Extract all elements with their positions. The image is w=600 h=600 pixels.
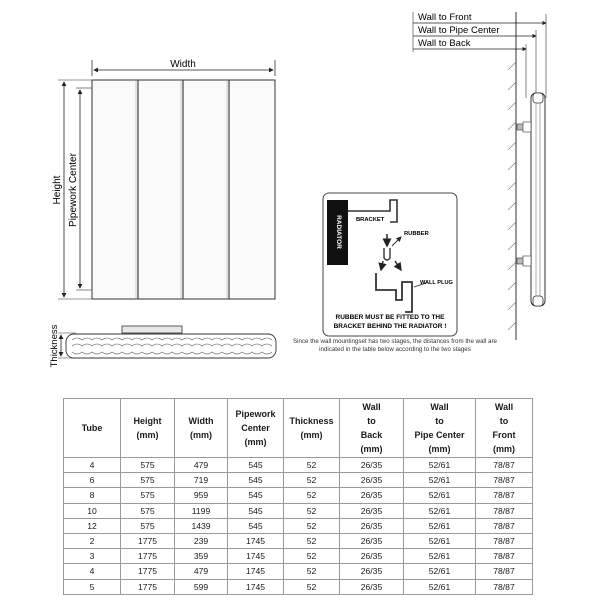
table-row [64, 518, 533, 533]
header-wall-to-front: Wall to Front (mm) [476, 399, 533, 458]
table-cell: 78/87 [476, 549, 533, 564]
warning-line-1: RUBBER MUST BE FITTED TO THE [335, 314, 445, 321]
wall-to-front-label: Wall to Front [418, 12, 472, 23]
table-cell: 52 [284, 533, 340, 548]
pipework-center-label: Pipework Center [68, 153, 79, 227]
table-cell: 52/61 [404, 473, 476, 488]
table-cell: 52 [284, 458, 340, 473]
table-cell: 78/87 [476, 503, 533, 518]
table-cell: 1199 [175, 503, 228, 518]
table-cell: 545 [228, 458, 284, 473]
table-cell: 52 [284, 503, 340, 518]
table-cell: 26/35 [340, 564, 404, 579]
table-cell: 3 [64, 549, 121, 564]
table-cell: 1439 [175, 518, 228, 533]
table-cell: 26/35 [340, 549, 404, 564]
header-wall-to-back: Wall to Back (mm) [340, 399, 404, 458]
table-cell: 1775 [121, 564, 175, 579]
table-cell: 599 [175, 579, 228, 594]
table-cell: 52/61 [404, 518, 476, 533]
header-width: Width (mm) [175, 399, 228, 458]
table-cell: 479 [175, 458, 228, 473]
wall-to-pipe-center-label: Wall to Pipe Center [418, 25, 500, 36]
wall-plug-label: WALL PLUG [420, 280, 453, 286]
table-cell: 52/61 [404, 579, 476, 594]
table-cell: 1745 [228, 579, 284, 594]
table-cell: 52/61 [404, 503, 476, 518]
table-cell: 545 [228, 488, 284, 503]
header-height: Height (mm) [121, 399, 175, 458]
table-cell: 239 [175, 533, 228, 548]
spec-table [63, 398, 533, 595]
table-cell: 78/87 [476, 564, 533, 579]
thickness-label: Thickness [49, 324, 60, 368]
table-header-row [64, 399, 533, 458]
table-row [64, 579, 533, 594]
table-cell: 959 [175, 488, 228, 503]
table-cell: 5 [64, 579, 121, 594]
table-cell: 52 [284, 488, 340, 503]
table-cell: 545 [228, 518, 284, 533]
table-row [64, 549, 533, 564]
table-cell: 6 [64, 473, 121, 488]
height-label: Height [52, 175, 63, 205]
table-cell: 52/61 [404, 533, 476, 548]
table-cell: 10 [64, 503, 121, 518]
table-cell: 4 [64, 458, 121, 473]
table-cell: 26/35 [340, 473, 404, 488]
table-cell: 26/35 [340, 488, 404, 503]
table-cell: 4 [64, 564, 121, 579]
table-cell: 575 [121, 503, 175, 518]
table-cell: 26/35 [340, 579, 404, 594]
table-cell: 78/87 [476, 473, 533, 488]
header-tube: Tube [64, 399, 121, 458]
table-cell: 359 [175, 549, 228, 564]
table-cell: 1745 [228, 564, 284, 579]
top-view [49, 324, 276, 367]
table-cell: 26/35 [340, 518, 404, 533]
table-cell: 52/61 [404, 488, 476, 503]
header-thickness: Thickness (mm) [284, 399, 340, 458]
table-cell: 575 [121, 458, 175, 473]
table-cell: 1745 [228, 533, 284, 548]
table-cell: 26/35 [340, 503, 404, 518]
radiator-side-label: RADIATOR [335, 215, 342, 249]
table-cell: 78/87 [476, 518, 533, 533]
table-row [64, 488, 533, 503]
table-cell: 52 [284, 579, 340, 594]
table-cell: 1775 [121, 533, 175, 548]
table-cell: 1745 [228, 549, 284, 564]
table-cell: 1775 [121, 549, 175, 564]
bracket-detail [323, 193, 457, 336]
wall-mounting-note: Since the wall mountingset has two stages, the distances from the wall are indicated in the table below according to the two stages [293, 338, 497, 353]
table-cell: 1775 [121, 579, 175, 594]
table-cell: 78/87 [476, 579, 533, 594]
table-cell: 545 [228, 473, 284, 488]
table-cell: 52 [284, 564, 340, 579]
table-cell: 52 [284, 473, 340, 488]
bracket-label: BRACKET [356, 217, 385, 223]
table-cell: 545 [228, 503, 284, 518]
width-label: Width [170, 59, 196, 70]
front-view [52, 59, 275, 299]
table-cell: 52 [284, 518, 340, 533]
table-cell: 52/61 [404, 458, 476, 473]
table-cell: 52/61 [404, 549, 476, 564]
table-cell: 575 [121, 488, 175, 503]
table-cell: 78/87 [476, 458, 533, 473]
table-cell: 479 [175, 564, 228, 579]
rubber-label: RUBBER [404, 231, 429, 237]
table-cell: 575 [121, 473, 175, 488]
table-cell: 52 [284, 549, 340, 564]
table-cell: 78/87 [476, 533, 533, 548]
table-row [64, 533, 533, 548]
table-cell: 8 [64, 488, 121, 503]
table-row [64, 564, 533, 579]
wall-to-back-label: Wall to Back [418, 38, 471, 49]
table-cell: 2 [64, 533, 121, 548]
table-cell: 575 [121, 518, 175, 533]
table-cell: 78/87 [476, 488, 533, 503]
table-row [64, 473, 533, 488]
table-row [64, 458, 533, 473]
spec-table-body [64, 458, 533, 595]
table-cell: 12 [64, 518, 121, 533]
table-cell: 52/61 [404, 564, 476, 579]
header-pipework-center: Pipework Center (mm) [228, 399, 284, 458]
table-row [64, 503, 533, 518]
table-cell: 26/35 [340, 458, 404, 473]
warning-line-2: BRACKET BEHIND THE RADIATOR ! [333, 323, 447, 330]
table-cell: 26/35 [340, 533, 404, 548]
header-wall-to-pipe-center: Wall to Pipe Center (mm) [404, 399, 476, 458]
table-cell: 719 [175, 473, 228, 488]
